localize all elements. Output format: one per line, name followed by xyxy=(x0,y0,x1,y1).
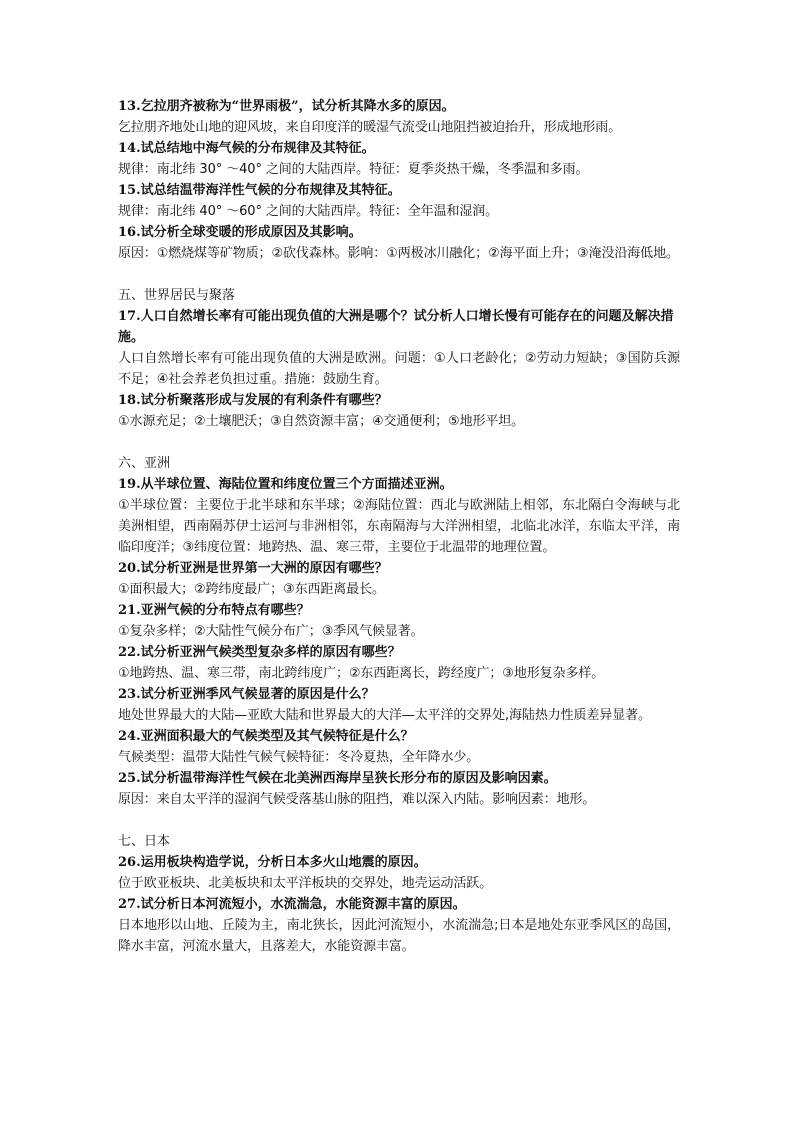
answer-13: 乞拉朋齐地处山地的迎风坡，来自印度洋的暖湿气流受山地阻挡被迫抬升，形成地形雨。 xyxy=(118,120,622,135)
answer-18: ①水源充足；②土壤肥沃；③自然资源丰富；④交通便利；⑤地形平坦。 xyxy=(118,414,525,429)
question-14: 14.试总结地中海气候的分布规律及其特征。 xyxy=(118,141,375,156)
answer-26: 位于欧亚板块、北美板块和太平洋板块的交界处，地壳运动活跃。 xyxy=(118,876,493,891)
section-title-6: 六、亚洲 xyxy=(118,456,171,471)
section-title-5: 五、世界居民与聚落 xyxy=(118,288,236,303)
answer-21: ①复杂多样；②大陆性气候分布广；③季风气候显著。 xyxy=(118,624,424,639)
question-17: 17.人口自然增长率有可能出现负值的大洲是哪个？试分析人口增长慢有可能存在的问题及解决措施。 xyxy=(118,309,674,345)
question-22: 22.试分析亚洲气候类型复杂多样的原因有哪些？ xyxy=(118,645,401,660)
question-27: 27.试分析日本河流短小，水流湍急，水能资源丰富的原因。 xyxy=(118,897,466,912)
answer-25: 原因：来自太平洋的湿润气候受落基山脉的阻挡，难以深入内陆。影响因素：地形。 xyxy=(118,792,596,807)
answer-22: ①地跨热、温、寒三带，南北跨纬度广；②东西距离长，跨经度广；③地形复杂多样。 xyxy=(118,666,605,681)
question-18: 18.试分析聚落形成与发展的有利条件有哪些？ xyxy=(118,393,388,408)
section-spacer xyxy=(118,264,680,285)
answer-19: ①半球位置：主要位于北半球和东半球；②海陆位置：西北与欧洲陆上相邻，东北隔白令海峡与北美洲相望，西南隔苏伊士运河与非洲相邻，东南隔海与大洋洲相望，北临北冰洋，东临太平洋，南临印度洋；③纬度位置：地跨热、温、寒三带，主要位于北温带的地理位置。 xyxy=(118,498,680,555)
section-spacer xyxy=(118,432,680,453)
answer-16: 原因：①燃烧煤等矿物质；②砍伐森林。影响：①两极冰川融化；②海平面上升；③淹没沿海低地。 xyxy=(118,246,679,261)
section-spacer xyxy=(118,810,680,831)
answer-20: ①面积最大；②跨纬度最广；③东西距离最长。 xyxy=(118,582,385,597)
question-19: 19.从半球位置、海陆位置和纬度位置三个方面描述亚洲。 xyxy=(118,477,453,492)
answer-17: 人口自然增长率有可能出现负值的大洲是欧洲。问题：①人口老龄化；②劳动力短缺；③国防兵源不足；④社会养老负担过重。措施：鼓励生育。 xyxy=(118,351,680,387)
answer-27: 日本地形以山地、丘陵为主，南北狭长，因此河流短小，水流湍急;日本是地处东亚季风区的岛国，降水丰富，河流水量大，且落差大，水能资源丰富。 xyxy=(118,918,680,954)
question-13: 13.乞拉朋齐被称为“世界雨极”，试分析其降水多的原因。 xyxy=(118,99,455,114)
question-16: 16.试分析全球变暖的形成原因及其影响。 xyxy=(118,225,362,240)
question-24: 24.亚洲面积最大的气候类型及其气候特征是什么？ xyxy=(118,729,414,744)
question-15: 15.试总结温带海洋性气候的分布规律及其特征。 xyxy=(118,183,401,198)
answer-23: 地处世界最大的大陆—亚欧大陆和世界最大的大洋—太平洋的交界处,海陆热力性质差异显著。 xyxy=(118,708,651,723)
question-21: 21.亚洲气候的分布特点有哪些？ xyxy=(118,603,310,618)
question-23: 23.试分析亚洲季风气候显著的原因是什么？ xyxy=(118,687,375,702)
question-25: 25.试分析温带海洋性气候在北美洲西海岸呈狭长形分布的原因及影响因素。 xyxy=(118,771,557,786)
document-page xyxy=(118,96,680,957)
section-title-7: 七、日本 xyxy=(118,834,171,849)
question-26: 26.运用板块构造学说，分析日本多火山地震的原因。 xyxy=(118,855,427,870)
question-20: 20.试分析亚洲是世界第一大洲的原因有哪些？ xyxy=(118,561,388,576)
answer-14: 规律：南北纬 30° ～40° 之间的大陆西岸。特征：夏季炎热干燥，冬季温和多雨。 xyxy=(118,162,589,177)
answer-24: 气候类型：温带大陆性气候气候特征：冬冷夏热，全年降水少。 xyxy=(118,750,480,765)
answer-15: 规律：南北纬 40° ～60° 之间的大陆西岸。特征：全年温和湿润。 xyxy=(118,204,499,219)
